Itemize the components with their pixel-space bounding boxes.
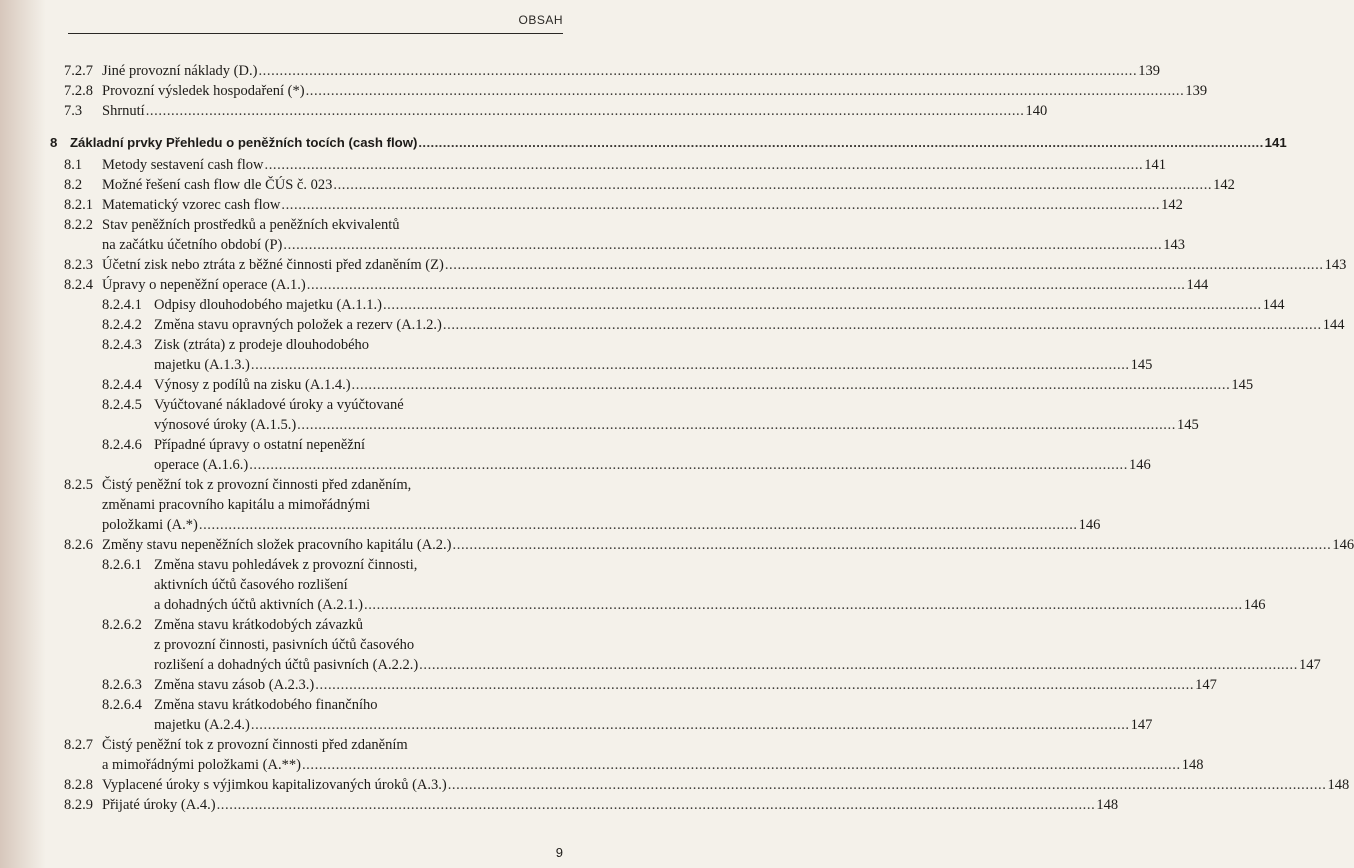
dot-leader: ................................................................................................................................................................................................................ <box>363 597 1243 613</box>
dot-leader: ................................................................................................................................................................................................................ <box>418 135 1264 150</box>
toc-entry-page: 140 <box>1025 103 1048 119</box>
toc-entry-page: 146 <box>1332 537 1354 553</box>
running-head: OBSAH <box>518 13 563 27</box>
toc-entry-line <box>0 377 1254 397</box>
toc-entry-title: Jiné provozní náklady (D.) <box>102 63 258 79</box>
dot-leader: ................................................................................................................................................................................................................ <box>442 317 1322 333</box>
toc-entry-number: 8.2 <box>64 177 83 193</box>
toc-entry-number: 8.2.6.2 <box>102 617 142 633</box>
toc-entry-number: 8.2.4.2 <box>102 317 142 333</box>
toc-entry-page: 146 <box>1078 517 1101 533</box>
toc-entry-number: 8.2.9 <box>64 797 93 813</box>
toc-entry-line <box>0 797 1119 817</box>
dot-leader: ................................................................................................................................................................................................................ <box>216 797 1096 813</box>
toc-entry-title: a dohadných účtů aktivních (A.2.1.) <box>154 597 363 613</box>
toc-entry-line <box>0 257 1347 277</box>
toc-entry-title: Účetní zisk nebo ztráta z běžné činnosti před zdaněním (Z) <box>102 257 444 273</box>
dot-leader: ................................................................................................................................................................................................................ <box>264 157 1144 173</box>
toc-entry-line <box>0 277 1209 297</box>
toc-entry-number: 8.2.4.3 <box>102 337 142 353</box>
toc-entry-line <box>0 317 1345 337</box>
table-of-contents <box>0 63 1354 817</box>
toc-entry-title: Úpravy o nepeněžní operace (A.1.) <box>102 277 306 293</box>
toc-entry-line <box>0 397 600 417</box>
toc-entry-line <box>0 617 600 637</box>
toc-entry-page: 144 <box>1322 317 1345 333</box>
dot-leader: ................................................................................................................................................................................................................ <box>382 297 1262 313</box>
toc-entry-page: 139 <box>1138 63 1160 79</box>
toc-entry-number: 8.2.4.6 <box>102 437 142 453</box>
toc-entry-page: 147 <box>1298 657 1321 673</box>
toc-entry-line <box>0 237 1185 257</box>
toc-entry-page: 142 <box>1213 177 1235 193</box>
toc-entry-title: Matematický vzorec cash flow <box>102 197 281 213</box>
toc-entry-title: Přijaté úroky (A.4.) <box>102 797 216 813</box>
toc-entry-title: Čistý peněžní tok z provozní činnosti před zdaněním, <box>102 477 412 493</box>
toc-entry-line <box>0 103 1048 123</box>
toc-entry-page: 143 <box>1324 257 1347 273</box>
toc-entry-title: Metody sestavení cash flow <box>102 157 264 173</box>
toc-entry-number: 8.2.4.4 <box>102 377 142 393</box>
dot-leader: ................................................................................................................................................................................................................ <box>419 657 1298 673</box>
dot-leader: ................................................................................................................................................................................................................ <box>250 357 1130 373</box>
toc-entry-number: 8.2.5 <box>64 477 93 493</box>
toc-entry-line <box>0 557 600 577</box>
toc-entry-page: 144 <box>1186 277 1209 293</box>
toc-entry-number: 8.2.4 <box>64 277 93 293</box>
toc-entry-line <box>0 517 1101 537</box>
toc-entry-line <box>0 697 600 717</box>
toc-entry-title: a mimořádnými položkami (A.**) <box>102 757 301 773</box>
toc-entry-page: 145 <box>1130 357 1153 373</box>
toc-entry-number: 8.2.6.3 <box>102 677 142 693</box>
toc-entry-title: Možné řešení cash flow dle ČÚS č. 023 <box>102 177 333 193</box>
toc-entry-title: Případné úpravy o ostatní nepeněžní <box>154 437 365 453</box>
toc-entry-page: 139 <box>1185 83 1208 99</box>
toc-entry-page: 148 <box>1096 797 1119 813</box>
toc-entry-line <box>0 717 1153 737</box>
toc-entry-title: Vyúčtované nákladové úroky a vyúčtované <box>154 397 404 413</box>
toc-entry-line <box>0 417 1199 437</box>
toc-entry-number: 8.2.3 <box>64 257 93 273</box>
toc-entry-number: 7.2.7 <box>64 63 93 79</box>
toc-entry-line <box>0 457 1151 477</box>
dot-leader: ................................................................................................................................................................................................................ <box>198 517 1078 533</box>
toc-entry-page: 147 <box>1130 717 1153 733</box>
toc-entry-number: 7.2.8 <box>64 83 93 99</box>
dot-leader: ................................................................................................................................................................................................................ <box>249 457 1129 473</box>
toc-entry-title: Změna stavu krátkodobých závazků <box>154 617 363 633</box>
toc-entry-line <box>0 657 1321 677</box>
dot-leader: ................................................................................................................................................................................................................ <box>447 777 1327 793</box>
toc-entry-title: Čistý peněžní tok z provozní činnosti před zdaněním <box>102 737 408 753</box>
toc-entry-line <box>0 757 1204 777</box>
toc-entry-line <box>0 63 1160 83</box>
toc-entry-page: 141 <box>1144 157 1167 173</box>
toc-entry-title: Zisk (ztráta) z prodeje dlouhodobého <box>154 337 370 353</box>
dot-leader: ................................................................................................................................................................................................................ <box>305 83 1185 99</box>
toc-entry-title: rozlišení a dohadných účtů pasivních (A.2.2.) <box>154 657 419 673</box>
toc-entry-title: operace (A.1.6.) <box>154 457 249 473</box>
toc-entry-number: 8.2.4.1 <box>102 297 142 313</box>
toc-entry-number: 8.2.6.1 <box>102 557 142 573</box>
toc-entry-number: 8.2.1 <box>64 197 93 213</box>
dot-leader: ................................................................................................................................................................................................................ <box>306 277 1186 293</box>
dot-leader: ................................................................................................................................................................................................................ <box>145 103 1025 119</box>
toc-entry-line <box>0 197 1183 217</box>
dot-leader: ................................................................................................................................................................................................................ <box>351 377 1231 393</box>
toc-entry-line <box>0 217 600 237</box>
toc-entry-number: 8.2.4.5 <box>102 397 142 413</box>
toc-entry-title: změnami pracovního kapitálu a mimořádnými <box>102 497 371 513</box>
toc-entry-page: 148 <box>1327 777 1350 793</box>
toc-entry-number: 8.2.6.4 <box>102 697 142 713</box>
toc-entry-page: 148 <box>1181 757 1204 773</box>
toc-entry-number: 8.2.2 <box>64 217 93 233</box>
toc-entry-line <box>0 357 1153 377</box>
toc-entry-page: 143 <box>1163 237 1185 253</box>
toc-entry-title: Změna stavu zásob (A.2.3.) <box>154 677 315 693</box>
toc-entry-line <box>0 597 1266 617</box>
dot-leader: ................................................................................................................................................................................................................ <box>315 677 1195 693</box>
toc-entry-line <box>0 337 600 357</box>
toc-entry-title: Změna stavu opravných položek a rezerv (A.1.2.) <box>154 317 442 333</box>
dot-leader: ................................................................................................................................................................................................................ <box>333 177 1213 193</box>
dot-leader: ................................................................................................................................................................................................................ <box>281 197 1161 213</box>
toc-entry-title: výnosové úroky (A.1.5.) <box>154 417 297 433</box>
toc-entry-title: Změna stavu krátkodobého finančního <box>154 697 378 713</box>
dot-leader: ................................................................................................................................................................................................................ <box>301 757 1181 773</box>
toc-entry-line <box>0 135 1287 155</box>
toc-entry-title: Základní prvky Přehledu o peněžních tocích (cash flow) <box>70 135 418 150</box>
dot-leader: ................................................................................................................................................................................................................ <box>452 537 1332 553</box>
toc-entry-line <box>0 777 1350 797</box>
toc-entry-page: 144 <box>1262 297 1285 313</box>
toc-entry-line <box>0 637 600 657</box>
toc-entry-line <box>0 497 600 517</box>
toc-entry-line <box>0 477 600 497</box>
dot-leader: ................................................................................................................................................................................................................ <box>297 417 1176 433</box>
toc-entry-number: 8.1 <box>64 157 83 173</box>
toc-entry-title: Výnosy z podílů na zisku (A.1.4.) <box>154 377 351 393</box>
toc-entry-line <box>0 83 1208 103</box>
toc-entry-title: majetku (A.1.3.) <box>154 357 250 373</box>
toc-entry-number: 8.2.6 <box>64 537 93 553</box>
toc-entry-title: na začátku účetního období (P) <box>102 237 283 253</box>
toc-entry-title: Shrnutí <box>102 103 145 119</box>
toc-entry-page: 146 <box>1243 597 1266 613</box>
toc-entry-title: položkami (A.*) <box>102 517 198 533</box>
toc-entry-page: 146 <box>1129 457 1151 473</box>
dot-leader: ................................................................................................................................................................................................................ <box>444 257 1324 273</box>
page-number: 9 <box>555 845 563 860</box>
toc-entry-title: Odpisy dlouhodobého majetku (A.1.1.) <box>154 297 382 313</box>
toc-entry-title: aktivních účtů časového rozlišení <box>154 577 348 593</box>
toc-entry-number: 7.3 <box>64 103 83 119</box>
toc-entry-title: Vyplacené úroky s výjimkou kapitalizovaných úroků (A.3.) <box>102 777 447 793</box>
toc-entry-title: Provozní výsledek hospodaření (*) <box>102 83 305 99</box>
toc-entry-line <box>0 437 600 457</box>
toc-entry-page: 147 <box>1195 677 1217 693</box>
dot-leader: ................................................................................................................................................................................................................ <box>283 237 1163 253</box>
toc-entry-title: Změna stavu pohledávek z provozní činnosti, <box>154 557 418 573</box>
toc-entry-line <box>0 297 1285 317</box>
dot-leader: ................................................................................................................................................................................................................ <box>250 717 1130 733</box>
header-rule <box>68 33 563 34</box>
toc-entry-page: 142 <box>1161 197 1183 213</box>
toc-entry-number: 8 <box>50 135 58 150</box>
toc-entry-title: majetku (A.2.4.) <box>154 717 250 733</box>
toc-entry-number: 8.2.7 <box>64 737 93 753</box>
toc-entry-page: 145 <box>1231 377 1254 393</box>
toc-entry-title: z provozní činnosti, pasivních účtů časového <box>154 637 415 653</box>
toc-entry-line <box>0 677 1217 697</box>
toc-entry-number: 8.2.8 <box>64 777 93 793</box>
toc-entry-line <box>0 537 1354 557</box>
toc-entry-page: 145 <box>1176 417 1199 433</box>
toc-entry-line <box>0 737 600 757</box>
toc-entry-page: 141 <box>1264 135 1287 150</box>
toc-entry-line <box>0 177 1235 197</box>
toc-entry-title: Změny stavu nepeněžních složek pracovního kapitálu (A.2.) <box>102 537 452 553</box>
toc-entry-line <box>0 157 1167 177</box>
toc-entry-title: Stav peněžních prostředků a peněžních ekvivalentů <box>102 217 400 233</box>
dot-leader: ................................................................................................................................................................................................................ <box>258 63 1138 79</box>
toc-entry-line <box>0 577 600 597</box>
